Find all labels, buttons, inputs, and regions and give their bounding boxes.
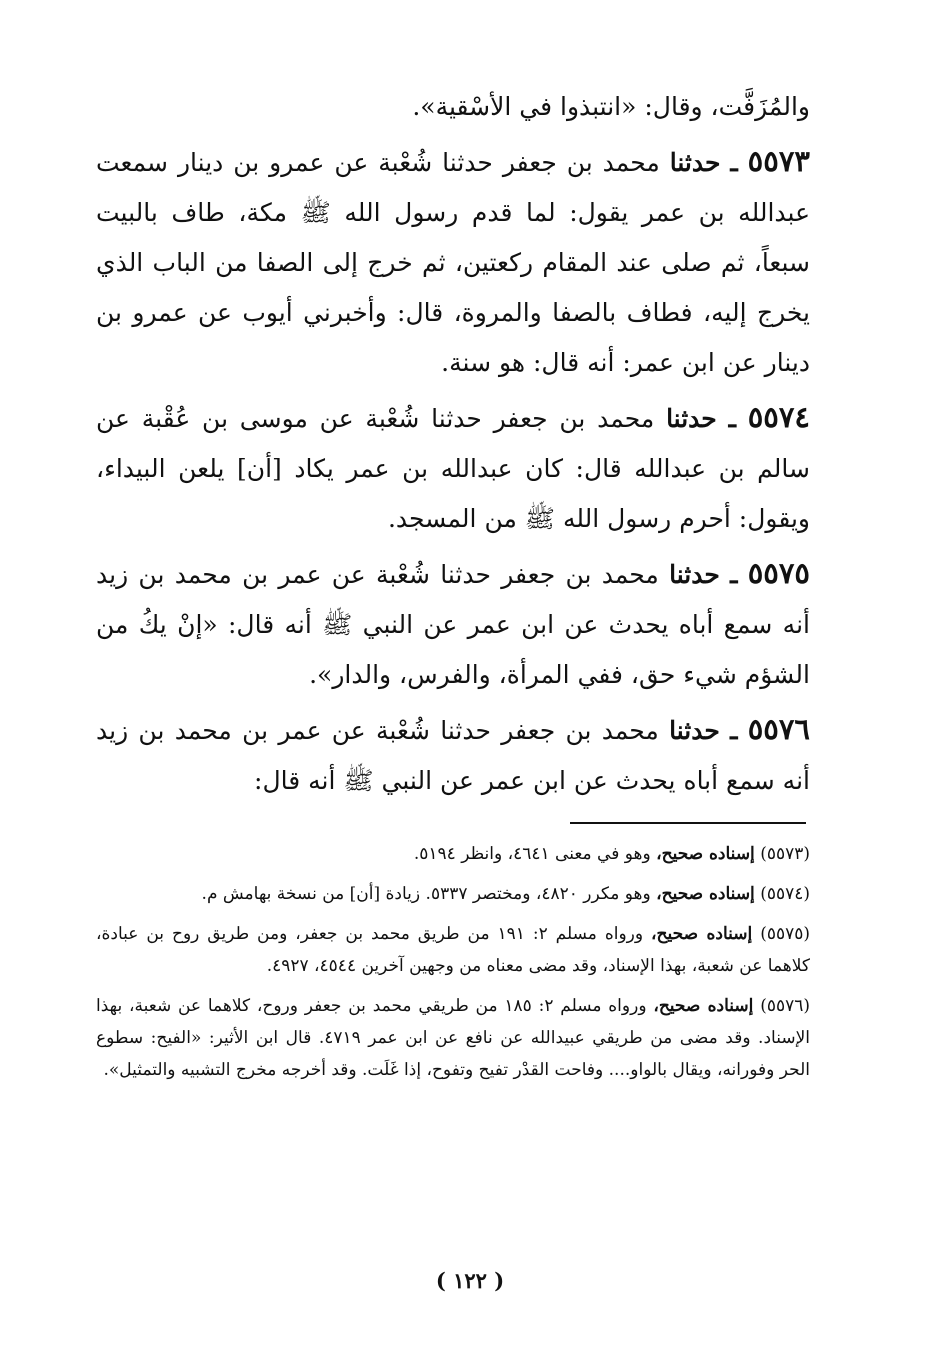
footnote-5575 [96,918,810,982]
hadith-dash: ـ [728,404,736,433]
footnote-lead: إسناده صحيح، [653,996,754,1016]
hadith-number: ٥٥٧٤ [747,400,810,434]
hadith-number: ٥٥٧٥ [747,556,810,590]
hadith-lead: حدثنا [666,404,717,433]
footnote-number: (٥٥٧٥) [760,924,811,944]
hadith-number: ٥٥٧٣ [747,144,810,178]
hadith-5574 [96,392,810,544]
hadith-text: محمد بن جعفر حدثنا شُعْبة عن موسى بن عُقْبة عن سالم بن عبدالله قال: كان عبدالله بن عمر يكاد [أن] يلعن البيداء، ويقول: أحرم رسول الله ﷺ من المسجد. [96,404,810,533]
hadith-5575 [96,548,810,700]
hadith-text: محمد بن جعفر حدثنا شُعْبة عن عمر بن محمد بن زيد أنه سمع أباه يحدث عن ابن عمر عن النبي ﷺ أنه قال: [96,716,810,795]
hadith-text: محمد بن جعفر حدثنا شُعْبة عن عمرو بن دينار سمعت عبدالله بن عمر يقول: لما قدم رسول الله ﷺ مكة، طاف بالبيت سبعاً، ثم صلى عند المقام ركعتين، ثم خرج إلى الصفا من الباب الذي يخرج إليه، فطاف بالصفا والمروة، قال: وأخبرني أيوب عن عمرو بن دينار عن ابن عمر: أنه قال: هو سنة. [96,148,810,377]
hadith-lead: حدثنا [669,716,720,745]
footnote-text: ورواه مسلم ٢: ١٩١ من طريق محمد بن جعفر، ومن طريق روح بن عبادة، كلاهما عن شعبة، بهذا الإسناد، وقد مضى معناه من وجهين آخرين ٤٥٤٤، ٤٩٢٧. [96,924,810,976]
hadith-lead: حدثنا [669,560,720,589]
hadith-dash: ـ [730,148,738,177]
hadith-lead: حدثنا [669,148,721,177]
hadith-dash: ـ [730,716,738,745]
footnotes [96,838,810,1094]
hadith-5573 [96,136,810,388]
footnote-text: وهو في معنى ٤٦٤١، وانظر ٥١٩٤. [413,844,651,864]
footnote-number: (٥٥٧٤) [760,884,810,904]
footnote-text: وهو مكرر ٤٨٢٠، ومختصر ٥٣٣٧. زيادة [أن] من نسخة بهامش م. [201,884,651,904]
main-text [96,82,810,806]
footnote-5574 [96,878,810,910]
footnote-divider [570,822,806,824]
hadith-dash: ـ [730,560,738,589]
footnote-number: (٥٥٧٦) [760,996,811,1016]
intro-line: والمُزَفَّت، وقال: «انتبذوا في الأسْقية». [412,92,810,121]
footnote-text: ورواه مسلم ٢: ١٨٥ من طريقي محمد بن جعفر وروح، كلاهما عن شعبة، بهذا الإسناد. وقد مضى من طريقي عبيدالله عن نافع عن ابن عمر ٤٧١٩. قال ابن الأثير: «الفيح: سطوع الحر وفورانه، ويقال بالواو.... وفاحت القدْر تفيح وتفوح، إذا غَلَت. وقد أخرجه مخرج التشبيه والتمثيل». [96,996,810,1080]
hadith-5576 [96,704,810,806]
hadith-text: محمد بن جعفر حدثنا شُعْبة عن عمر بن محمد بن زيد أنه سمع أباه يحدث عن ابن عمر عن النبي ﷺ أنه قال: «إنْ يكُ من الشؤم شيء حق، ففي المرأة، والفرس، والدار». [96,560,810,689]
footnote-lead: إسناده صحيح، [656,844,755,864]
footnote-lead: إسناده صحيح، [656,884,755,904]
hadith-number: ٥٥٧٦ [747,712,810,746]
footnote-5573 [96,838,810,870]
page-number: ( ١٢٢ ) [435,1268,505,1293]
footnote-number: (٥٥٧٣) [760,844,810,864]
footnote-lead: إسناده صحيح، [651,924,753,944]
footnote-5576 [96,990,810,1086]
body-text [96,82,810,806]
